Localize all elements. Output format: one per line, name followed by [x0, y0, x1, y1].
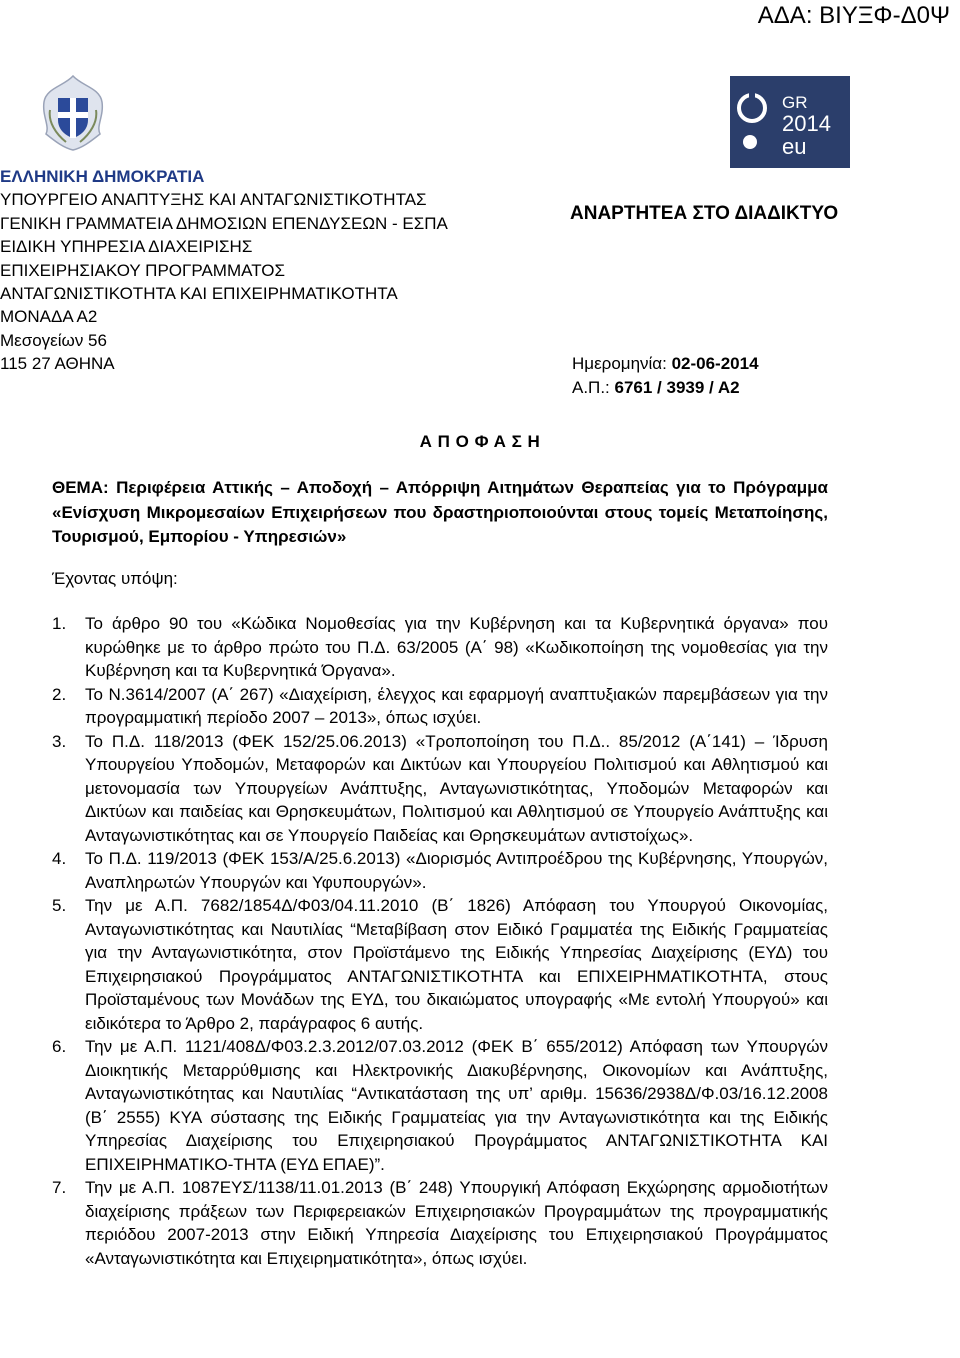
item-text: Το Π.Δ. 119/2013 (ΦΕΚ 153/Α/25.6.2013) «Διορισμός Αντιπροέδρου της Κυβέρνησης, Υπουργών, Αναπληρωτών Υπουργών και Υφυπουργών».: [85, 849, 828, 892]
issuer-line: ΑΝΤΑΓΩΝΙΣΤΙΚΟΤΗΤΑ ΚΑΙ ΕΠΙΧΕΙΡΗΜΑΤΙΚΟΤΗΤΑ: [0, 284, 398, 304]
list-item: [52, 1176, 828, 1270]
protocol-number: [572, 378, 740, 398]
issuer-line: ΥΠΟΥΡΓΕΙΟ ΑΝΑΠΤΥΞΗΣ ΚΑΙ ΑΝΤΑΓΩΝΙΣΤΙΚΟΤΗΤΑΣ: [0, 190, 427, 210]
item-text: Το Π.Δ. 118/2013 (ΦΕΚ 152/25.06.2013) «Τροποποίηση του Π.Δ.. 85/2012 (Α΄141) – Ίδρυση Υπουργείου Υποδομών, Μεταφορών και Δικτύων και Υπουργείου Πολιτισμού και Αθλητισμού και μετονομασία των Υπουργείων Ανάπτυξης, Ανταγωνιστικότητας, Υποδομών Μεταφορών και Δικτύων και παιδείας και Θρησκευμάτων, Πολιτισμού και Αθλητισμού σε Υπουργείο Ανάπτυξης και Ανταγωνιστικότητας και σε Υπουργείο Παιδείας και Θρησκευμάτων αντιστοίχως».: [85, 731, 828, 845]
protocol-value: 6761 / 3939 / Α2: [614, 378, 740, 397]
issuer-line: ΕΙΔΙΚΗ ΥΠΗΡΕΣΙΑ ΔΙΑΧΕΙΡΙΣΗΣ: [0, 237, 253, 257]
item-text: Το Ν.3614/2007 (Α΄ 267) «Διαχείριση, έλεγχος και εφαρμογή αναπτυξιακών παρεμβάσεων για την προγραμματική περίοδο 2007 – 2013», όπως ισχύει.: [85, 684, 828, 727]
issuer-line: 115 27 ΑΘΗΝΑ: [0, 354, 115, 374]
item-text: Το άρθρο 90 του «Κώδικα Νομοθεσίας για την Κυβέρνηση και τα Κυβερνητικά όργανα» που κυρώθηκε με το άρθρο πρώτο του Π.Δ. 63/2005 (Α΄ 98) «Κωδικοποίηση της νομοθεσίας για την Κυβέρνηση και τα Κυβερνητικά Όργανα».: [85, 614, 828, 680]
considerations-list: [52, 612, 828, 1270]
item-number: 5.: [52, 896, 67, 915]
item-text: Την με Α.Π. 1121/408Δ/Φ03.2.3.2012/07.03.2012 (ΦΕΚ Β΄ 655/2012) Απόφαση των Υπουργών Διοικητικής Μεταρρύθμισης και Ηλεκτρονικής Διακυβέρνησης, Οικονομίων και Ανάπτυξης, Ανταγωνιστικότητας και Ναυτιλίας “Αντικατάσταση της υπ’ αριθμ. 15636/2938Δ/Φ.03/16.12.2008 (Β΄ 2555) ΚΥΑ σύστασης της Ειδικής Γραμματείας για την Ανταγωνιστικότητα και της Ειδικής Υπηρεσίας Διαχείρισης του Επιχειρησιακού Προγράμματος ΑΝΤΑΓΩΝΙΣΤΙΚΟΤΗΤΑ ΚΑΙ ΕΠΙΧΕΙΡΗΜΑΤΙΚΟ-ΤΗΤΑ (ΕΥΔ ΕΠΑΕ)”.: [85, 1037, 828, 1174]
issuer-line: ΕΛΛΗΝΙΚΗ ΔΗΜΟΚΡΑΤΙΑ: [0, 167, 205, 186]
issuer-block: [0, 165, 560, 376]
issuer-line: Μεσογείων 56: [0, 330, 107, 350]
item-number: 1.: [52, 614, 67, 633]
logo-text-year: 2014: [782, 111, 831, 136]
list-item: [52, 612, 828, 683]
date-label: Ημερομηνία:: [572, 354, 672, 373]
list-item: [52, 894, 828, 1035]
list-item: [52, 1035, 828, 1176]
protocol-label: Α.Π.:: [572, 378, 615, 397]
item-text: Την με Α.Π. 1087ΕΥΣ/1138/11.01.2013 (Β΄ 248) Υπουργική Απόφαση Εκχώρησης αρμοδιοτήτων διαχείρισης πράξεων των Περιφερειακών Επιχειρησιακών Προγραμμάτων της προγραμματικής περιόδου 2007-2013 στην Ειδική Υπηρεσία Διαχείρισης του Επιχειρησιακού Προγράμματος «Ανταγωνιστικότητα και Επιχειρηματικότητα», όπως ισχύει.: [85, 1178, 828, 1268]
date-value: 02-06-2014: [671, 354, 759, 373]
greek-coat-of-arms-emblem: [36, 72, 110, 152]
ada-code: ΑΔΑ: ΒΙΥΞΦ-Δ0Ψ: [757, 2, 950, 29]
logo-text-eu: eu: [782, 134, 807, 159]
posting-notice: ΑΝΑΡΤΗΤΕΑ ΣΤΟ ΔΙΑΔΙΚΤΥΟ: [570, 203, 839, 224]
considerations-intro: Έχοντας υπόψη:: [52, 569, 178, 588]
item-number: 4.: [52, 849, 67, 868]
item-number: 2.: [52, 684, 67, 704]
issuer-line: ΓΕΝΙΚΗ ΓΡΑΜΜΑΤΕΙΑ ΔΗΜΟΣΙΩΝ ΕΠΕΝΔΥΣΕΩΝ - ΕΣΠΑ: [0, 213, 448, 233]
item-text: Την με Α.Π. 7682/1854Δ/Φ03/04.11.2010 (Β΄ 1826) Απόφαση του Υπουργού Οικονομίας, Ανταγωνιστικότητας και Ναυτιλίας “Μεταβίβαση στον Ειδικό Γραμματέα της Ειδικής Γραμματείας για την Ανταγωνιστικότητα, στον Προϊστάμενο της Ειδικής Υπηρεσίας Διαχείρισης (ΕΥΔ) του Επιχειρησιακού Προγράμματος ΑΝΤΑΓΩΝΙΣΤΙΚΟΤΗΤΑ και ΕΠΙΧΕΙΡΗΜΑΤΙΚΟΤΗΤΑ, στους Προϊσταμένους των Μονάδων της ΕΥΔ, του δικαιώματος υπογραφής «Με εντολή Υπουργού» και ειδικότερα το Άρθρο 2, παράγραφος 6 αυτής.: [85, 896, 828, 1033]
list-item: [52, 683, 828, 730]
issuer-line: ΕΠΙΧΕΙΡΗΣΙΑΚΟΥ ΠΡΟΓΡΑΜΜΑΤΟΣ: [0, 260, 285, 280]
logo-text-gr: GR: [782, 93, 808, 112]
document-date: [572, 354, 759, 374]
list-item: [52, 847, 828, 894]
item-number: 3.: [52, 731, 67, 751]
list-item: [52, 730, 828, 848]
document-subject: ΘΕΜΑ: Περιφέρεια Αττικής – Αποδοχή – Απόρριψη Αιτημάτων Θεραπείας για το Πρόγραμμα «Ενίσχυση Μικρομεσαίων Επιχειρήσεων που δραστηριοποιούνται στους τομείς Μεταποίησης, Τουρισμού, Εμπορίου - Υπηρεσιών»: [52, 478, 828, 546]
issuer-line: ΜΟΝΑΔΑ Α2: [0, 307, 98, 327]
item-number: 6.: [52, 1037, 67, 1056]
gr2014eu-logo: [730, 76, 850, 168]
item-number: 7.: [52, 1178, 67, 1197]
document-title: Α Π Ο Φ Α Σ Η: [419, 432, 541, 451]
